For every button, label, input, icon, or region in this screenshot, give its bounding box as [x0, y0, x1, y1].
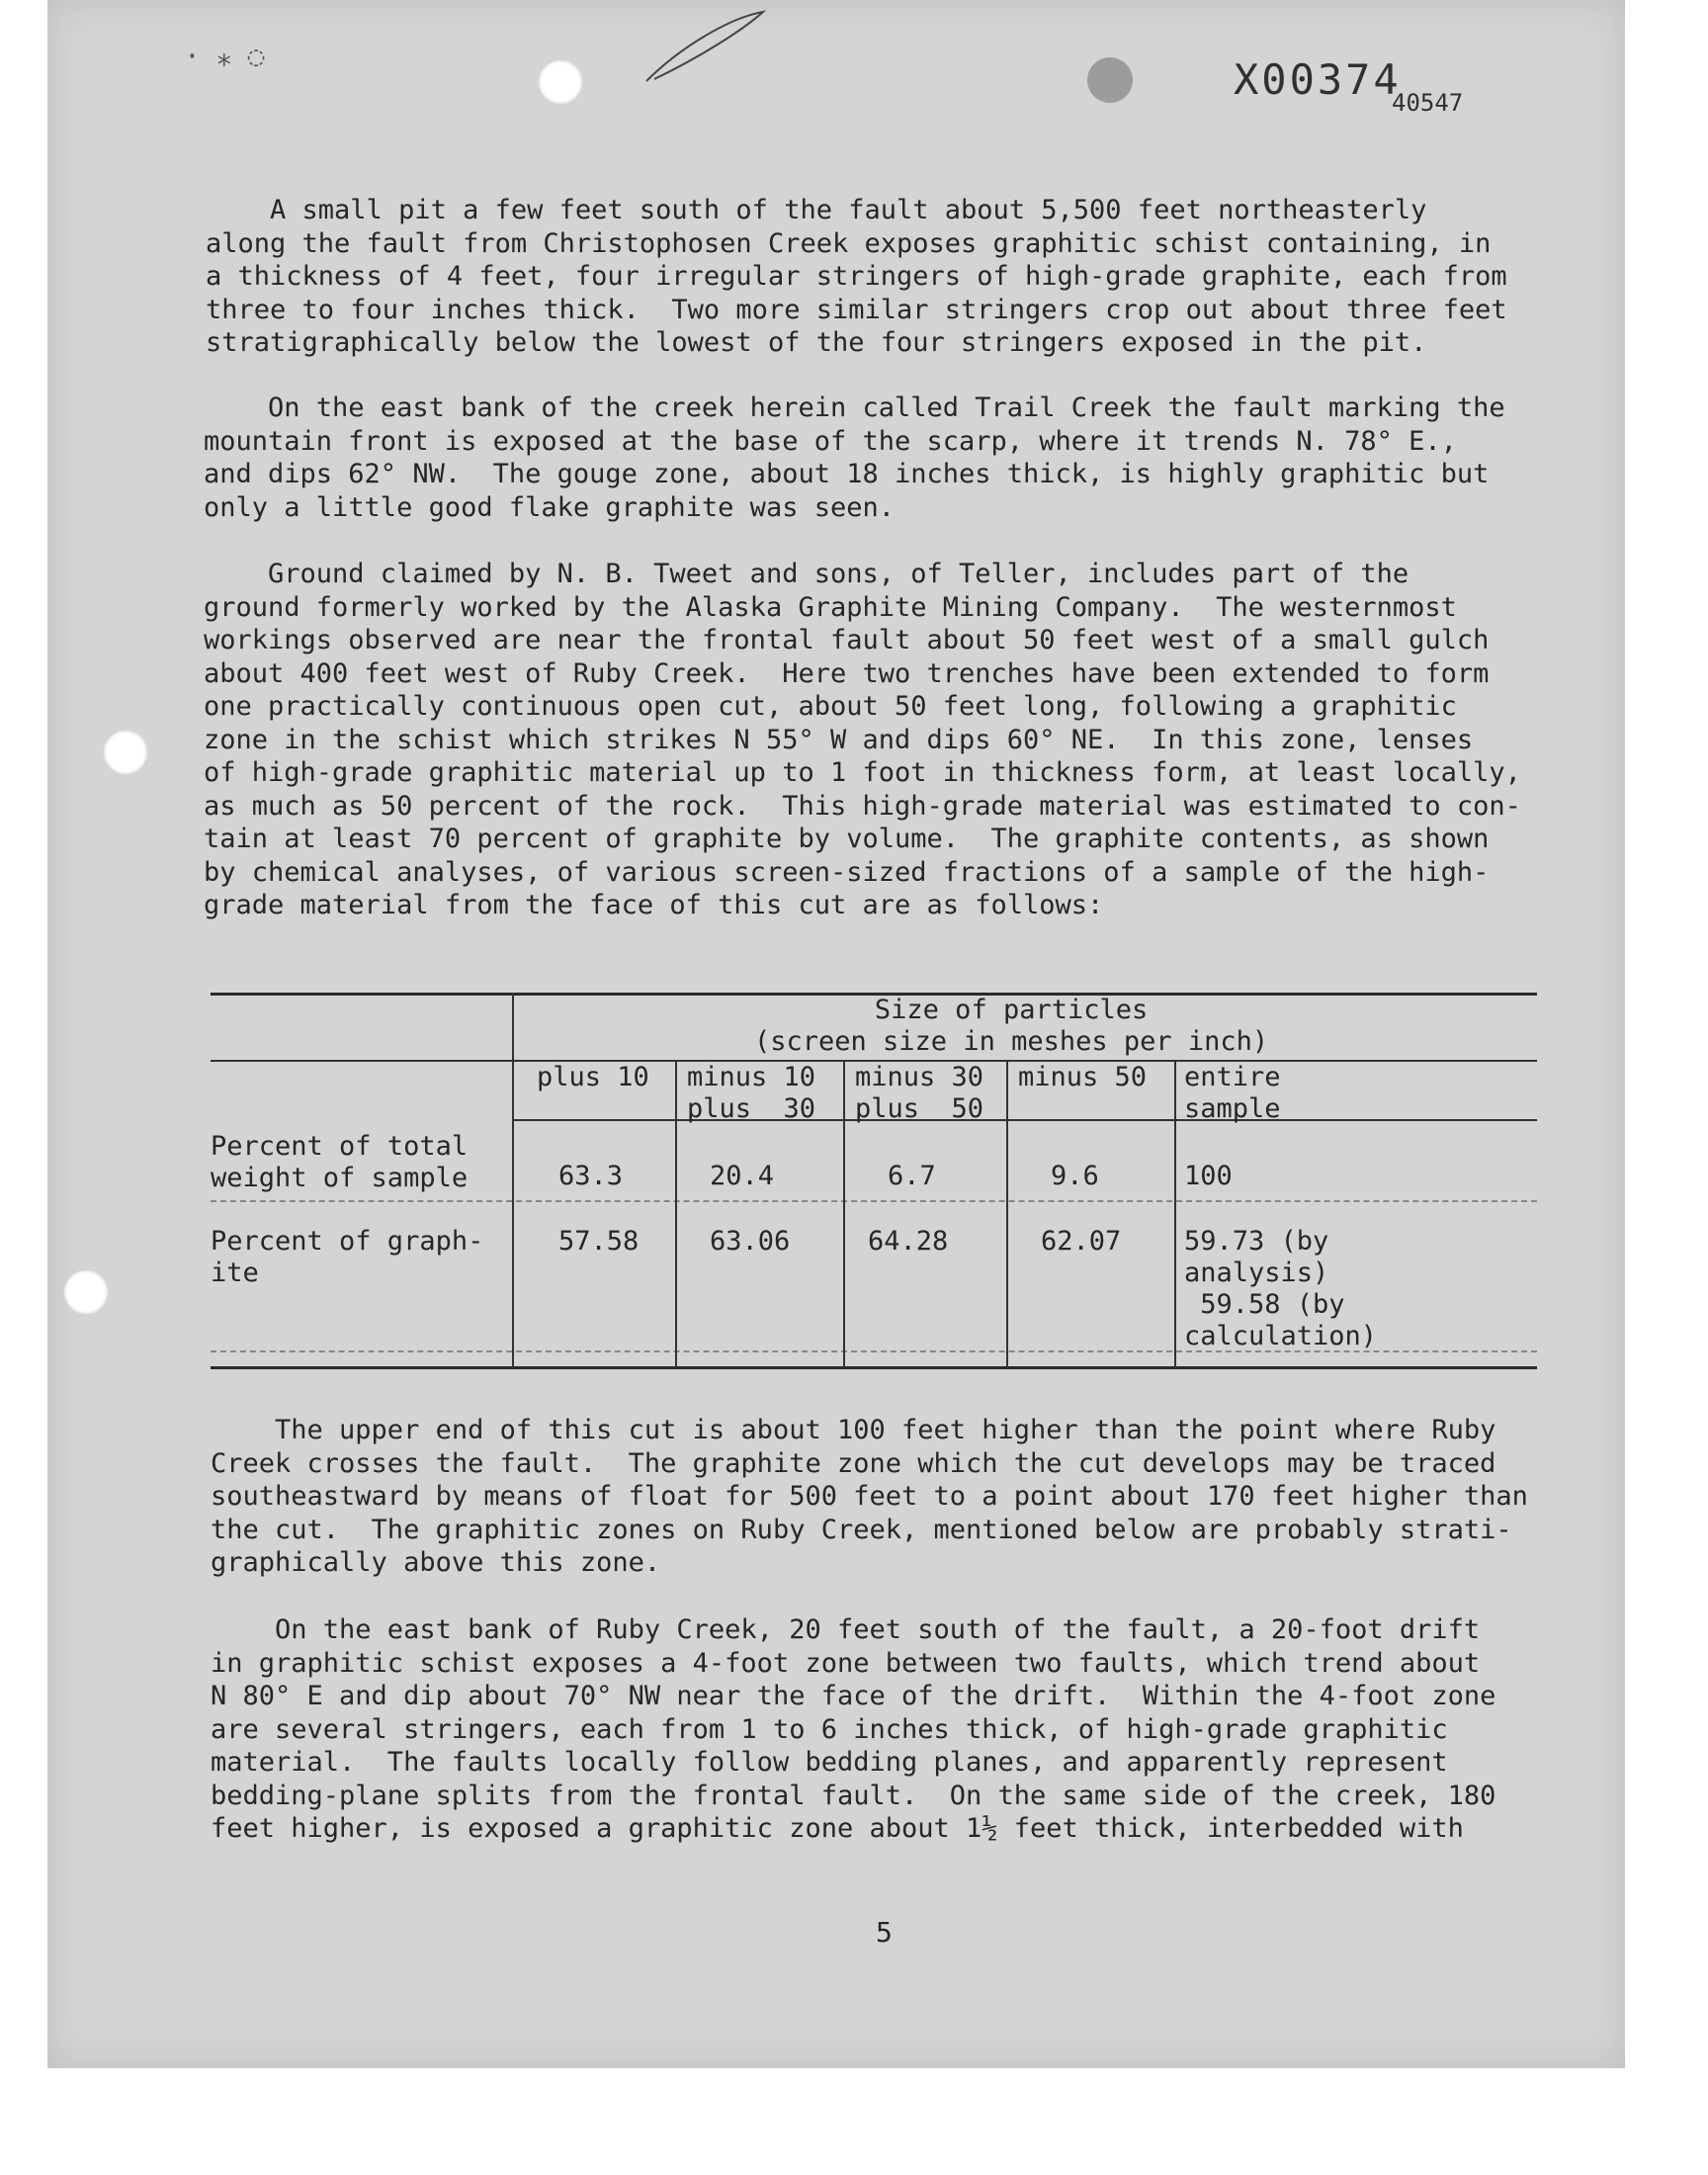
table-cell: 9.6	[1051, 1161, 1099, 1191]
table-cell: 62.07	[1041, 1226, 1122, 1257]
page-number: 5	[876, 1916, 893, 1949]
paragraph-1: A small pit a few feet south of the fault about 5,500 feet northeasterly along the fault from Christophosen Creek exposes graphitic schist containing, in a thickness of 4 feet, four irregular stringers of high-grade graphite, each from three to four inches thick. Two more similar stringers crop out about three feet stratigraphically below the lowest of the four stringers exposed in the pit.	[206, 195, 1507, 358]
table-cell: 6.7	[888, 1161, 936, 1191]
table-cell: 20.4	[710, 1161, 775, 1191]
table-cell: 59.73 (by analysis) 59.58 (by calculation)	[1184, 1226, 1378, 1351]
column-header-minus-10-plus-30: minus 10 plus 30	[687, 1062, 816, 1124]
sequence-number: 40547	[1392, 89, 1464, 117]
paragraph-4: The upper end of this cut is about 100 feet higher than the point where Ruby Creek crosses the fault. The graphite zone which the cut develops may be traced southeastward by means of float for 500 feet to a point about 170 feet higher than the cut. The graphitic zones on Ruby Creek, mentioned below are probably strati- graphically above this zone.	[211, 1415, 1528, 1578]
corner-smudge-mark: · ⁎ ◌	[184, 40, 265, 72]
pen-scribble-mark	[640, 8, 769, 87]
paragraph-2: On the east bank of the creek herein called Trail Creek the fault marking the mountain front is exposed at the base of the scarp, where it trends N. 78° E., and dips 62° NW. The gouge zone, about 18 inches thick, is highly graphitic but only a little good flake graphite was seen.	[204, 392, 1505, 523]
paragraph-3: Ground claimed by N. B. Tweet and sons, of Teller, includes part of the ground formerly worked by the Alaska Graphite Mining Company. The westernmost workings observed are near the frontal fault about 50 feet west of a small gulch about 400 feet west of Ruby Creek. Here two trenches have been extended to form one practically continuous open cut, about 50 feet long, following a graphitic zone in the schist which strikes N 55° W and dips 60° NE. In this zone, lenses of high-grade graphitic material up to 1 foot in thickness form, at least locally, as much as 50 percent of the rock. This high-grade material was estimated to con- tain at least 70 percent of graphite by volume. The graphite contents, as shown by chemical analyses, of various screen-sized fractions of a sample of the high- grade material from the face of this cut are as follows:	[204, 559, 1521, 920]
table-group-header: Size of particles (screen size in meshes per inch)	[754, 995, 1269, 1057]
column-header-entire-sample: entire sample	[1184, 1062, 1281, 1124]
column-header-minus-50: minus 50	[1018, 1062, 1148, 1092]
table-cell: 63.06	[710, 1226, 791, 1257]
punch-hole-left-upper	[103, 730, 148, 775]
paragraph-5: On the east bank of Ruby Creek, 20 feet south of the fault, a 20-foot drift in graphitic schist exposes a 4-foot zone between two faults, which trend about N 80° E and dip about 70° NW near the face of the drift. Within the 4-foot zone are several stringers, each from 1 to 6 inches thick, of high-grade graphitic material. The faults locally follow bedding planes, and apparently represent bedding-plane splits from the frontal fault. On the same side of the creek, 180 feet higher, is exposed a graphitic zone about 1½ feet thick, interbedded with	[211, 1614, 1496, 1844]
table-cell: 100	[1184, 1161, 1233, 1191]
table-cell: 64.28	[868, 1226, 949, 1257]
table-cell: 63.3	[558, 1161, 624, 1191]
punch-hole-left-lower	[63, 1269, 109, 1315]
punch-hole-top-right	[1087, 57, 1133, 103]
table-cell: 57.58	[558, 1226, 640, 1257]
column-header-minus-30-plus-50: minus 30 plus 50	[855, 1062, 984, 1124]
row-label-percent-weight: Percent of total weight of sample	[211, 1131, 469, 1193]
row-label-percent-graphite: Percent of graph- ite	[211, 1226, 484, 1288]
column-header-plus-10: plus 10	[537, 1062, 649, 1092]
document-number: X00374	[1234, 55, 1402, 104]
document-page	[47, 0, 1625, 2068]
punch-hole-top	[538, 59, 583, 105]
graphite-content-table	[211, 993, 1537, 1370]
